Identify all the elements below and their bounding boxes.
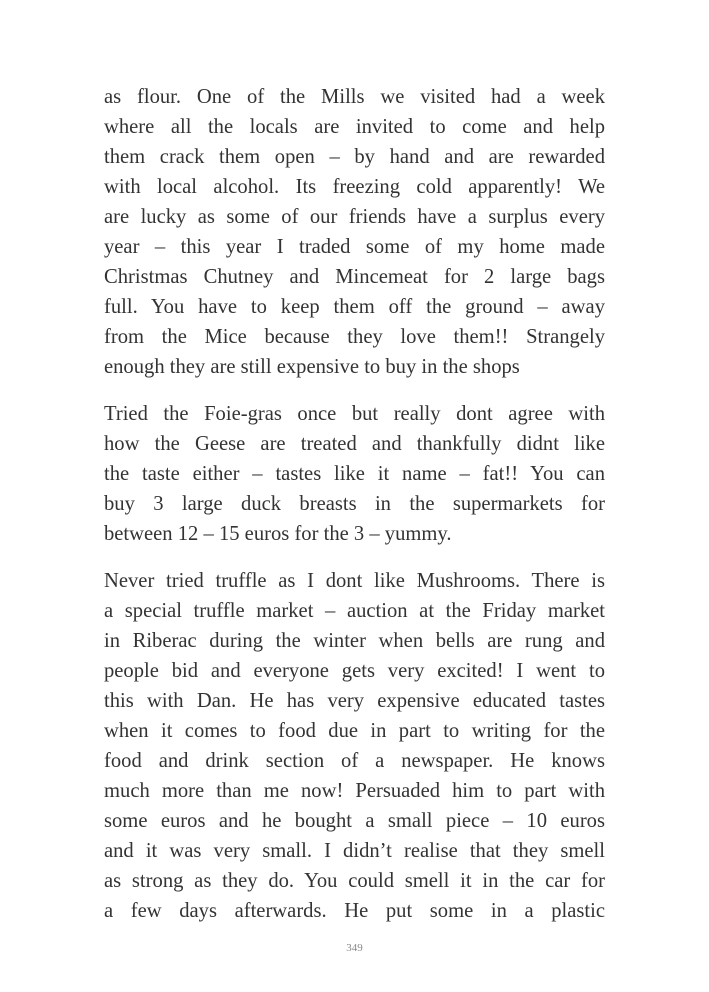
text-line: Never tried truffle as I dont like Mushrooms. There is <box>104 570 605 592</box>
text-line: full. You have to keep them off the ground – away <box>104 296 605 318</box>
paragraph-3 <box>104 566 605 926</box>
paragraph-1 <box>104 82 605 382</box>
text-line: food and drink section of a newspaper. He knows <box>104 750 605 772</box>
text-line: when it comes to food due in part to writing for the <box>104 720 605 742</box>
text-line: as strong as they do. You could smell it in the car for <box>104 870 605 892</box>
text-line: enough they are still expensive to buy in the shops <box>104 356 520 378</box>
text-line: this with Dan. He has very expensive educated tastes <box>104 690 605 712</box>
text-line: buy 3 large duck breasts in the supermarkets for <box>104 493 605 515</box>
text-line: people bid and everyone gets very excited! I went to <box>104 660 605 682</box>
text-line: the taste either – tastes like it name – fat!! You can <box>104 463 605 485</box>
text-line: Tried the Foie-gras once but really dont agree with <box>104 403 605 425</box>
text-line: with local alcohol. Its freezing cold apparently! We <box>104 176 605 198</box>
text-line: year – this year I traded some of my home made <box>104 236 605 258</box>
text-line: them crack them open – by hand and are rewarded <box>104 146 605 168</box>
text-line: a few days afterwards. He put some in a plastic <box>104 900 605 922</box>
text-line: some euros and he bought a small piece – 10 euros <box>104 810 605 832</box>
paragraph-2 <box>104 399 605 549</box>
text-line: where all the locals are invited to come and help <box>104 116 605 138</box>
text-line: in Riberac during the winter when bells are rung and <box>104 630 605 652</box>
page-number: 349 <box>346 942 363 954</box>
text-line: as flour. One of the Mills we visited had a week <box>104 86 605 108</box>
text-line: how the Geese are treated and thankfully didnt like <box>104 433 605 455</box>
text-line: and it was very small. I didn’t realise that they smell <box>104 840 605 862</box>
body-text <box>104 82 605 943</box>
text-line: much more than me now! Persuaded him to part with <box>104 780 605 802</box>
text-line: between 12 – 15 euros for the 3 – yummy. <box>104 523 452 545</box>
text-line: are lucky as some of our friends have a surplus every <box>104 206 605 228</box>
text-line: from the Mice because they love them!! Strangely <box>104 326 605 348</box>
text-line: Christmas Chutney and Mincemeat for 2 large bags <box>104 266 605 288</box>
text-line: a special truffle market – auction at the Friday market <box>104 600 605 622</box>
